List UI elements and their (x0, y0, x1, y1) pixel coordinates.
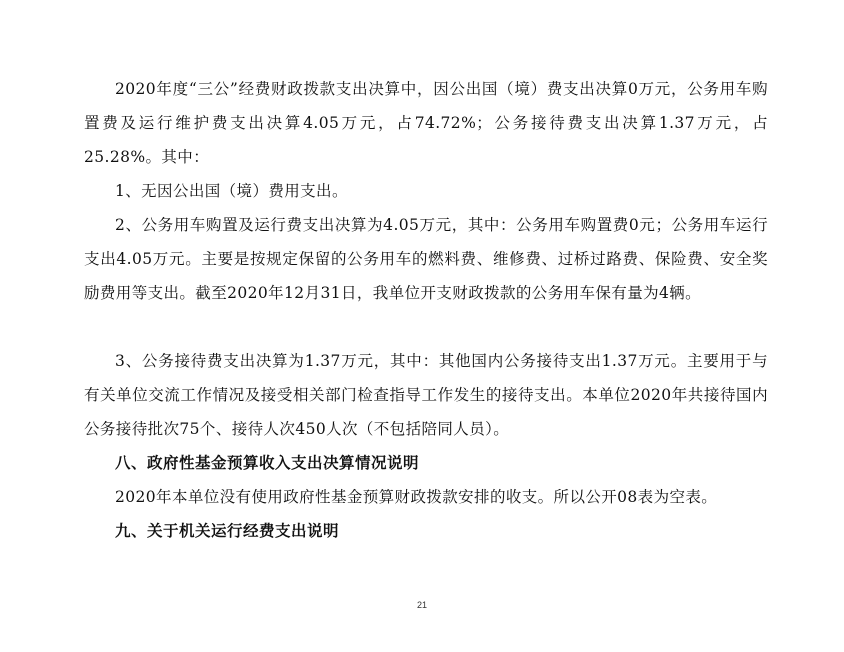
section-9-heading: 九、关于机关运行经费支出说明 (115, 521, 340, 540)
section-8-heading: 八、政府性基金预算收入支出决算情况说明 (115, 453, 420, 472)
reception-expenses-paragraph: 3、公务接待费支出决算为1.37万元，其中：其他国内公务接待支出1.37万元。主要用于与有关单位交流工作情况及接受相关部门检查指导工作发生的接待支出。本单位2020年共接待国内公务接待批次75个、接待人次450人次（不包括陪同人员）。 (84, 352, 768, 438)
overseas-travel-paragraph: 1、无因公出国（境）费用支出。 (115, 182, 348, 200)
vehicle-expenses-paragraph: 2、公务用车购置及运行费支出决算为4.05万元，其中：公务用车购置费0元；公务用车运行支出4.05万元。主要是按规定保留的公务用车的燃料费、维修费、过桥过路费、保险费、安全奖励费用等支出。截至2020年12月31日，我单位开支财政拨款的公务用车保有量为4辆。 (84, 216, 768, 302)
three-public-expenses-summary-paragraph: 2020年度“三公”经费财政拨款支出决算中，因公出国（境）费支出决算0万元，公务用车购置费及运行维护费支出决算4.05万元，占74.72%；公务接待费支出决算1.37万元，占25.28%。其中： (84, 80, 768, 166)
section-8-paragraph: 2020年本单位没有使用政府性基金预算财政拨款安排的收支。所以公开08表为空表。 (115, 488, 718, 506)
page-number: 21 (416, 600, 427, 610)
